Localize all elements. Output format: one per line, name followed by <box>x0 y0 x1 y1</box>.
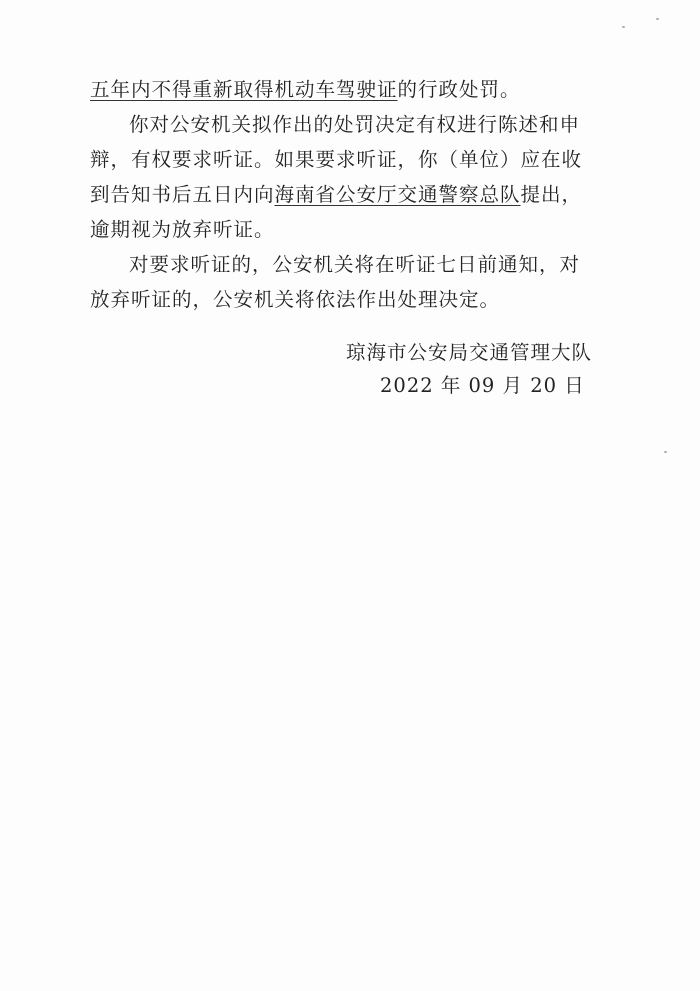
paragraph-hearing-notice: 对要求听证的，公安机关将在听证七日前通知，对放弃听证的，公安机关将依法作出处理决定。 <box>90 253 581 311</box>
issuing-organization: 琼海市公安局交通管理大队 <box>346 341 593 364</box>
rights-text: 你对公安机关拟作出的处罚决定有权进行陈述和申辩，有权要求听证。如果要求听证，你（单位）应在收到告知书后五日内向 <box>90 113 583 206</box>
penalty-content: 五年内不得重新取得机动车驾驶证 <box>90 78 398 101</box>
penalty-suffix: 的行政处罚。 <box>397 78 521 101</box>
rights-text-end: 提出，逾期视为放弃听证。 <box>90 183 583 241</box>
paragraph-rights <box>90 107 590 247</box>
signature-block <box>330 336 610 402</box>
scan-speck <box>622 26 625 28</box>
hearing-authority: 海南省公安厅交通警察总队 <box>274 183 521 206</box>
scan-speck <box>656 18 659 20</box>
paragraph-penalty <box>90 72 590 107</box>
scan-speck <box>664 451 667 453</box>
issue-date: 2022 年 09 月 20 日 <box>380 374 585 397</box>
notice-body <box>90 72 590 317</box>
